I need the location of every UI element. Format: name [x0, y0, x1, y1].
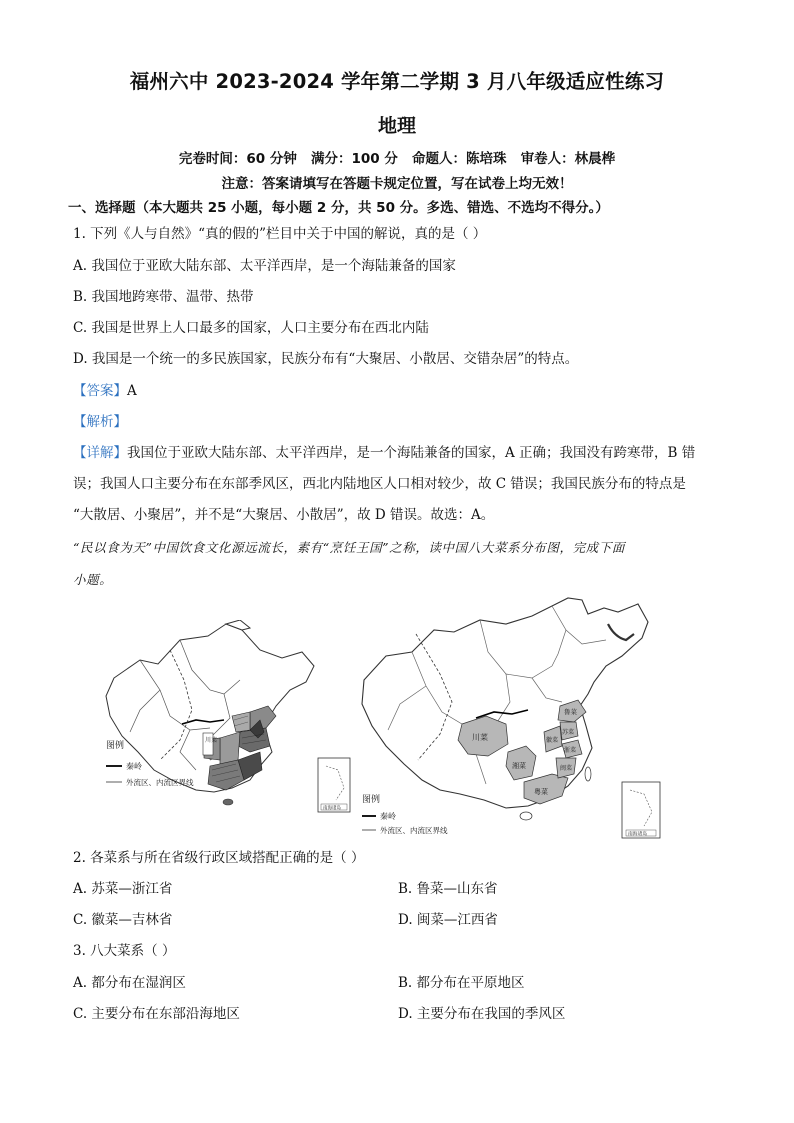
south-sea-inset-right — [622, 782, 660, 838]
legend-qinling-left: 秦岭 — [126, 762, 142, 771]
q1-detail-line-3: “大散居、小聚居”，并不是“大聚居、小散居”，故 D 错误。故选：A。 — [73, 507, 495, 523]
legend-title-right: 图例 — [362, 795, 381, 805]
exam-title: 福州六中 2023-2024 学年第二学期 3 月八年级适应性练习 — [129, 70, 665, 93]
q1-detail-line-2: 误；我国人口主要分布在东部季风区，西北内陆地区人口相对较少，故 C 错误；我国民族分布的特点是 — [73, 476, 686, 492]
legend-qinling-right: 秦岭 — [380, 812, 396, 821]
q3-stem: 3. 八大菜系（ ） — [73, 943, 176, 959]
exam-notice: 注意：答案请填写在答题卡规定位置，写在试卷上均无效！ — [221, 176, 573, 192]
cuisine-map-right — [356, 594, 670, 840]
inset-label-left: 南海诸岛 — [323, 806, 341, 811]
legend-boundary-left: 外流区、内流区界线 — [126, 778, 194, 787]
inset-label-right: 南海诸岛 — [628, 832, 648, 837]
q1-option-a: A. 我国位于亚欧大陆东部、太平洋西岸，是一个海陆兼备的国家 — [73, 258, 456, 274]
q1-option-c: C. 我国是世界上人口最多的国家，人口主要分布在西北内陆 — [73, 320, 429, 336]
legend-title-left: 图例 — [106, 741, 125, 751]
q2-option-b: B. 鲁菜—山东省 — [398, 881, 498, 897]
label-lu: 鲁菜 — [564, 708, 577, 716]
cuisine-map-left — [100, 620, 362, 816]
q3-option-a: A. 都分布在湿润区 — [73, 975, 186, 991]
intro-line-1: “民以食为天”中国饮食文化源远流长，素有“烹饪王国”之称，读中国八大菜系分布图，完成下面 — [73, 540, 625, 555]
label-xiang: 湘菜 — [512, 762, 526, 770]
q1-detail-line-1: 【详解】我国位于亚欧大陆东部、太平洋西岸，是一个海陆兼备的国家，A 正确；我国没有跨寒带，B 错 — [73, 445, 696, 461]
q2-option-c: C. 徽菜—吉林省 — [73, 912, 173, 928]
answer-tag: 【答案】 — [73, 383, 127, 399]
detail-tag: 【详解】 — [73, 445, 127, 461]
label-chuan-left: 川菜 — [205, 737, 218, 744]
label-zhe: 浙菜 — [564, 747, 577, 754]
q2-stem: 2. 各菜系与所在省级行政区域搭配正确的是（ ） — [73, 850, 365, 866]
exam-meta: 完卷时间：60 分钟 满分：100 分 命题人：陈培珠 审卷人：林晨桦 — [178, 151, 616, 167]
section-heading: 一、选择题（本大题共 25 小题，每小题 2 分，共 50 分。多选、错选、不选均不得分。） — [68, 200, 609, 216]
q1-answer — [73, 381, 137, 401]
q2-option-d: D. 闽菜—江西省 — [398, 912, 498, 928]
label-chuan: 川菜 — [472, 733, 488, 742]
q1-analysis-tag: 【解析】 — [73, 414, 127, 430]
label-su: 苏菜 — [562, 729, 575, 736]
q1-option-b: B. 我国地跨寒带、温带、热带 — [73, 289, 254, 305]
label-hui: 徽菜 — [546, 737, 559, 744]
q3-option-d: D. 主要分布在我国的季风区 — [398, 1006, 566, 1022]
answer-value: A — [127, 383, 137, 399]
label-min: 闽菜 — [560, 765, 573, 772]
exam-subject: 地理 — [377, 115, 416, 137]
intro-line-2: 小题。 — [73, 572, 113, 587]
label-yue: 粤菜 — [534, 788, 548, 796]
legend-boundary-right: 外流区、内流区界线 — [380, 826, 448, 835]
q3-option-b: B. 都分布在平原地区 — [398, 975, 525, 991]
q3-option-c: C. 主要分布在东部沿海地区 — [73, 1006, 240, 1022]
q2-option-a: A. 苏菜—浙江省 — [73, 881, 173, 897]
q1-option-d: D. 我国是一个统一的多民族国家，民族分布有“大聚居、小散居、交错杂居”的特点。 — [73, 351, 579, 367]
q1-stem: 1. 下列《人与自然》“真的假的”栏目中关于中国的解说，真的是（ ） — [73, 226, 487, 242]
